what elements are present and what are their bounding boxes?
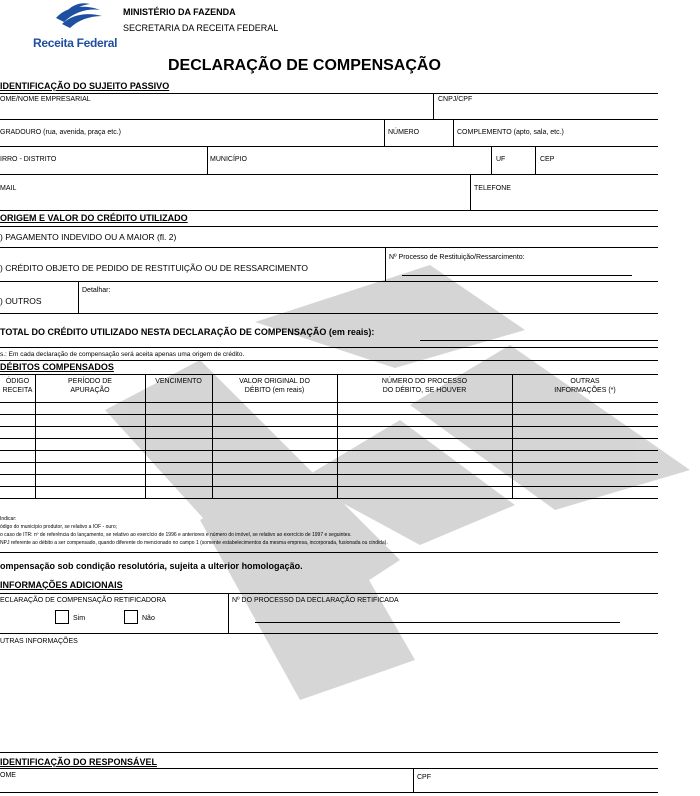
cep-label: CEP: [540, 156, 555, 163]
page-title: DECLARAÇÃO DE COMPENSAÇÃO: [168, 57, 441, 74]
retificadora-label: ECLARAÇÃO DE COMPENSAÇÃO RETIFICADORA: [0, 597, 167, 604]
divider: [413, 768, 414, 792]
cnpj-cpf-label: CNPJ/CPF: [438, 96, 473, 103]
section-responsavel-title: IDENTIFICAÇÃO DO RESPONSÁVEL: [0, 757, 158, 767]
processo-retificada-input[interactable]: [255, 622, 620, 623]
table-row[interactable]: [0, 474, 658, 475]
processo-restituicao-label: Nº Processo de Restituição/Ressarcimento:: [389, 254, 525, 261]
table-row[interactable]: [0, 486, 658, 487]
divider: [470, 174, 471, 210]
divider: [491, 146, 492, 174]
divider: [0, 93, 658, 94]
divider: [0, 593, 658, 594]
sim-label: Sim: [73, 615, 86, 622]
processo-retificada-label: Nº DO PROCESSO DA DECLARAÇÃO RETIFICADA: [232, 597, 399, 604]
responsavel-cpf-label: CPF: [417, 774, 431, 781]
debitos-note: ódigo do município produtor, se relativo a IOF - ouro;: [0, 524, 118, 530]
option-outros[interactable]: ) OUTROS: [0, 296, 42, 306]
table-header-divider: [0, 402, 658, 403]
detalhar-label: Detalhar:: [82, 287, 111, 294]
divider: [385, 247, 386, 281]
total-credito-input[interactable]: [420, 340, 658, 341]
debitos-table: [0, 374, 658, 514]
table-row[interactable]: [0, 414, 658, 415]
table-column-divider: [212, 374, 213, 498]
outras-informacoes-field[interactable]: [0, 648, 658, 748]
complemento-label: COMPLEMENTO (apto, sala, etc.): [457, 129, 564, 136]
divider: [0, 752, 658, 753]
table-row[interactable]: [0, 498, 658, 499]
divider: [0, 174, 658, 175]
email-label: MAIL: [0, 185, 17, 192]
table-row[interactable]: [0, 450, 658, 451]
table-row[interactable]: [0, 426, 658, 427]
nao-label: Não: [142, 615, 155, 622]
divider: [0, 360, 658, 361]
divider: [0, 119, 658, 120]
section-informacoes-title: INFORMAÇÕES ADICIONAIS: [0, 580, 123, 590]
processo-restituicao-input[interactable]: [402, 275, 632, 276]
debitos-header-3: VALOR ORIGINAL DO DÉBITO (em reais): [239, 378, 310, 394]
debitos-header-1: PERÍODO DE APURAÇÃO: [68, 378, 112, 394]
logradouro-label: GRADOURO (rua, avenida, praça etc.): [0, 129, 121, 136]
total-credito-label: TOTAL DO CRÉDITO UTILIZADO NESTA DECLARAÇÃO DE COMPENSAÇÃO (em reais):: [0, 327, 375, 337]
divider: [0, 313, 658, 314]
outras-informacoes-label: UTRAS INFORMAÇÕES: [0, 638, 78, 645]
divider: [228, 593, 229, 633]
table-row[interactable]: [0, 438, 658, 439]
table-column-divider: [337, 374, 338, 498]
secretariat-name: SECRETARIA DA RECEITA FEDERAL: [123, 23, 279, 33]
divider: [384, 119, 385, 146]
section-debitos-title: DÉBITOS COMPENSADOS: [0, 362, 114, 372]
divider: [207, 146, 208, 174]
divider: [0, 210, 658, 211]
debitos-header-2: VENCIMENTO: [155, 378, 202, 385]
debitos-header-5: OUTRAS INFORMAÇÕES (*): [554, 378, 616, 394]
divider: [0, 792, 658, 793]
logo-emblem-icon: [48, 2, 108, 30]
numero-label: NÚMERO: [388, 129, 420, 136]
section-origem-title: ORIGEM E VALOR DO CRÉDITO UTILIZADO: [0, 213, 188, 223]
divider: [0, 347, 658, 348]
nome-empresarial-label: OME/NOME EMPRESARIAL: [0, 96, 91, 103]
divider: [0, 146, 658, 147]
table-row[interactable]: [0, 462, 658, 463]
debitos-note: Indicar:: [0, 516, 17, 522]
divider: [0, 552, 658, 553]
divider: [453, 119, 454, 146]
debitos-header-4: NÚMERO DO PROCESSO DO DÉBITO, SE HOUVER: [381, 378, 468, 394]
responsavel-nome-label: OME: [0, 772, 16, 779]
divider: [433, 93, 434, 119]
receita-logo: [30, 2, 130, 50]
section-identificacao-title: IDENTIFICAÇÃO DO SUJEITO PASSIVO: [0, 81, 170, 91]
divider: [78, 281, 79, 313]
divider: [0, 633, 658, 634]
table-column-divider: [35, 374, 36, 498]
option-credito-restituicao[interactable]: ) CRÉDITO OBJETO DE PEDIDO DE RESTITUIÇÃO OU DE RESSARCIMENTO: [0, 263, 308, 273]
table-column-divider: [512, 374, 513, 498]
option-pagamento-indevido[interactable]: ) PAGAMENTO INDEVIDO OU A MAIOR (fl. 2): [0, 232, 177, 242]
divider: [0, 281, 658, 282]
debitos-note: NPJ referente ao débito a ser compensado, quando diferente do mencionado no campo 1 (somente estabelecimentos da mesma empresa, incorporada, fusionada ou cindida).: [0, 540, 388, 546]
uf-label: UF: [496, 156, 506, 163]
divider: [0, 247, 658, 248]
obs-text: s.: Em cada declaração de compensação será aceita apenas uma origem de crédito.: [0, 351, 245, 358]
condicao-text: ompensação sob condição resolutória, sujeita a ulterior homologação.: [0, 561, 303, 571]
debitos-note: o caso de ITR: nº de referência do lançamento, se relativo ao exercício de 1996 e anteriores e número do imóvel, se relativo ao exercício de 1997 e seguintes.: [0, 532, 352, 538]
bairro-label: IRRO - DISTRITO: [0, 156, 57, 163]
municipio-label: MUNICÍPIO: [210, 156, 247, 163]
debitos-header-0: ÓDIGO RECEITA: [2, 378, 33, 394]
divider: [0, 768, 658, 769]
sim-checkbox[interactable]: [55, 610, 69, 624]
logo-text: Receita Federal: [33, 36, 118, 50]
divider: [535, 146, 536, 174]
table-column-divider: [145, 374, 146, 498]
nao-checkbox[interactable]: [124, 610, 138, 624]
divider: [0, 226, 658, 227]
ministry-name: MINISTÉRIO DA FAZENDA: [123, 7, 236, 17]
telefone-label: TELEFONE: [474, 185, 511, 192]
